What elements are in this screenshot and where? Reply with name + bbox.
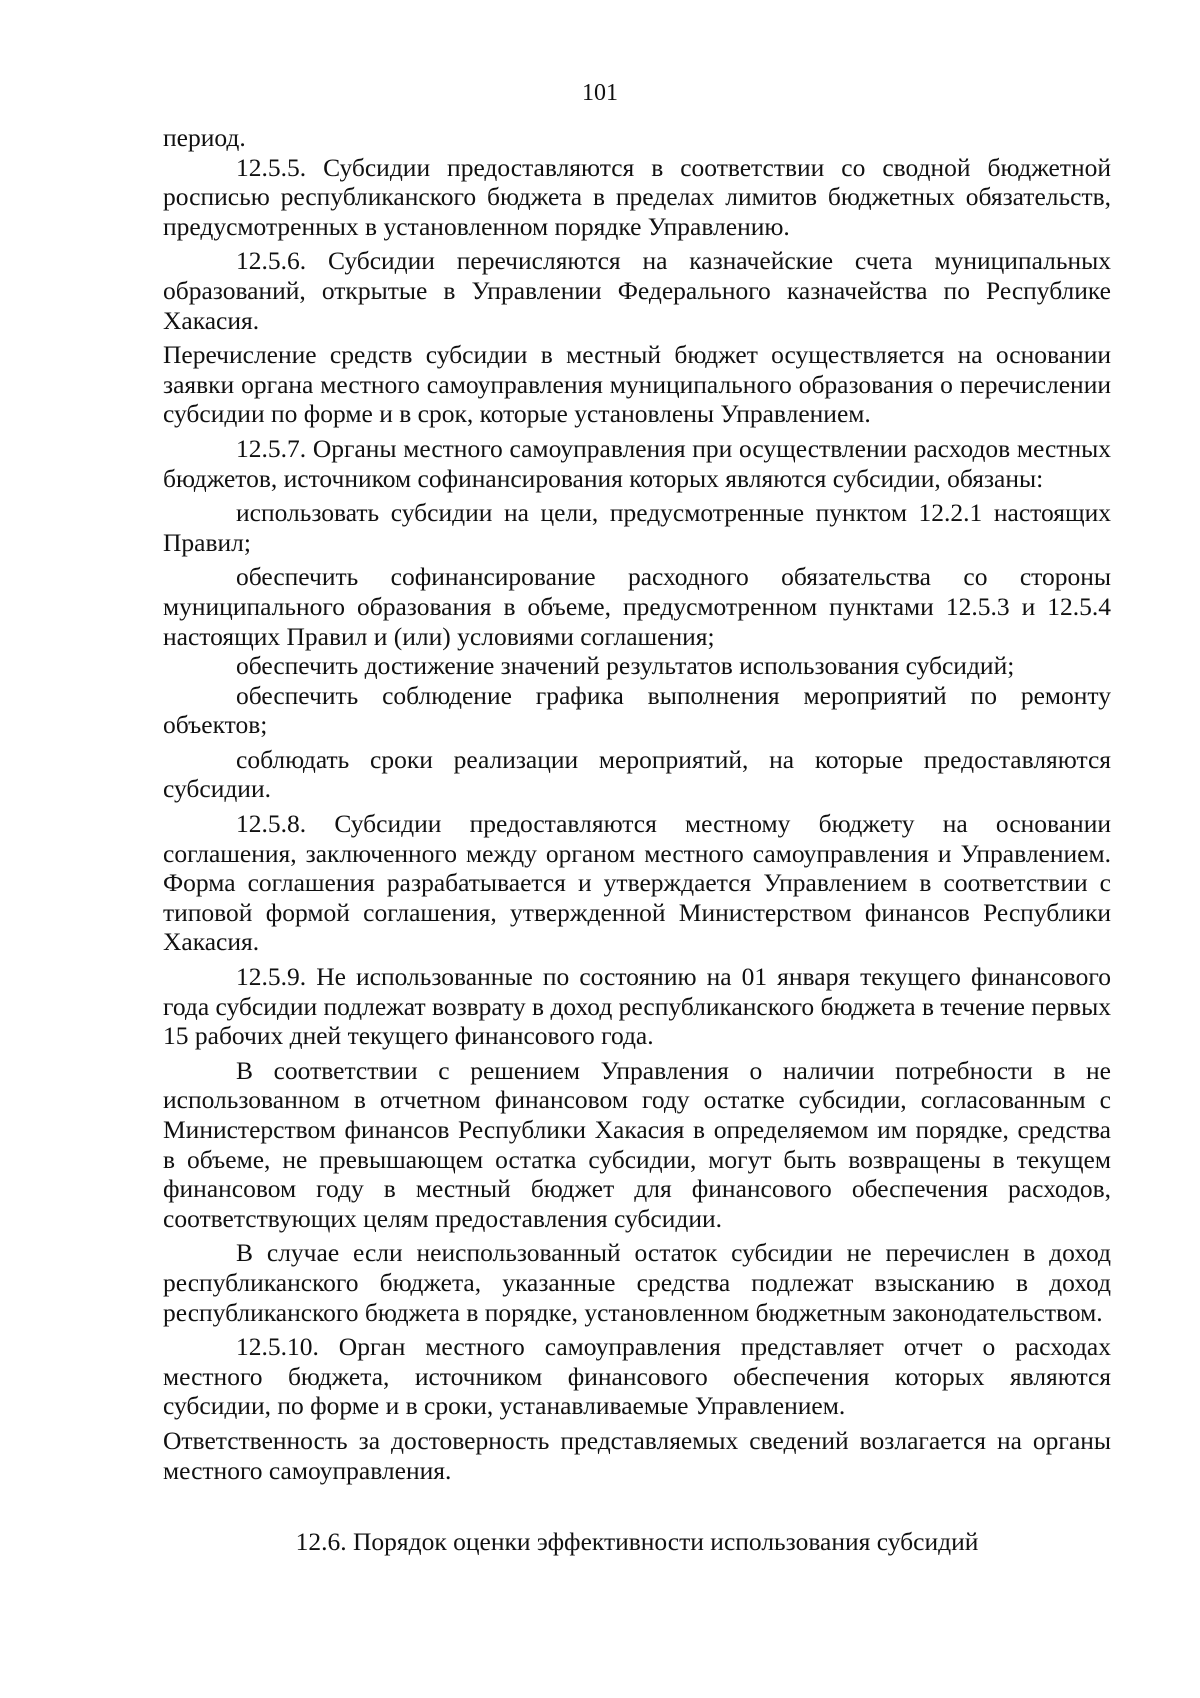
paragraph-12-5-9: 12.5.9. Не использованные по состоянию на 01 января текущего финансового года субсидии подлежат возврату в доход республиканского бюджета в течение первых 15 рабочих дней текущего финансового года. — [163, 962, 1112, 1051]
paragraph-12-5-7: 12.5.7. Органы местного самоуправления при осуществлении расходов местных бюджетов, источником софинансирования которых являются субсидии, обязаны: — [163, 433, 1111, 493]
section-heading: 12.6. Порядок оценки эффективности использования субсидий — [295, 1527, 979, 1557]
paragraph-transfer: Перечисление средств субсидии в местный бюджет осуществляется на основании заявки органа местного самоуправления муниципального образования о перечислении субсидии по форме и в срок, которые установлены Управлением. — [163, 340, 1111, 429]
paragraph-responsibility: Ответственность за достоверность представляемых сведений возлагается на органы местного самоуправления. — [163, 1425, 1111, 1485]
obligation-item-1: использовать субсидии на цели, предусмотренные пунктом 12.2.1 настоящих Правил; — [163, 498, 1111, 557]
paragraph-12-5-6: 12.5.6. Субсидии перечисляются на казначейские счета муниципальных образований, открытые в Управлении Федерального казначейства по Республике Хакасия. — [163, 246, 1111, 335]
obligation-item-2: обеспечить софинансирование расходного обязательства со стороны муниципального образования в объеме, предусмотренном пунктами 12.5.3 и 12.5.4 настоящих Правил и (или) условиями соглашения; — [163, 562, 1111, 651]
obligation-item-3: обеспечить достижение значений результатов использования субсидий; — [236, 651, 1015, 681]
paragraph-remainder-return: В соответствии с решением Управления о наличии потребности в не использованном в отчетном финансовом году остатке субсидии, согласованным с Министерством финансов Республики Хакасия в определяемом им порядке, средства в объеме, не превышающем остатка субсидии, могут быть возвращены в текущем финансовом году в местный бюджет для финансового обеспечения расходов, соответствующих целям предоставления субсидии. — [163, 1055, 1111, 1233]
paragraph-0: период. — [163, 123, 246, 152]
paragraph-12-5-5: 12.5.5. Субсидии предоставляются в соответствии со сводной бюджетной росписью республиканского бюджета в пределах лимитов бюджетных обязательств, предусмотренных в установленном порядке Управлению. — [163, 152, 1111, 241]
obligation-item-5: соблюдать сроки реализации мероприятий, на которые предоставляются субсидии. — [163, 744, 1111, 804]
obligation-item-4: обеспечить соблюдение графика выполнения мероприятий по ремонту объектов; — [163, 680, 1111, 740]
paragraph-12-5-8: 12.5.8. Субсидии предоставляются местному бюджету на основании соглашения, заключенного между органом местного самоуправления и Управлением. Форма соглашения разрабатывается и утверждается Управлением в соответствии с типовой формой соглашения, утвержденной Министерством финансов Республики Хакасия. — [163, 809, 1111, 957]
paragraph-12-5-10: 12.5.10. Орган местного самоуправления представляет отчет о расходах местного бюджета, источником финансового обеспечения которых являются субсидии, по форме и в сроки, устанавливаемые Управлением. — [163, 1332, 1111, 1421]
paragraph-recovery: В случае если неиспользованный остаток субсидии не перечислен в доход республиканского бюджета, указанные средства подлежат взысканию в доход республиканского бюджета в порядке, установленном бюджетным законодательством. — [163, 1238, 1111, 1327]
document-body — [163, 123, 1111, 1557]
page-number: 101 — [582, 80, 618, 106]
